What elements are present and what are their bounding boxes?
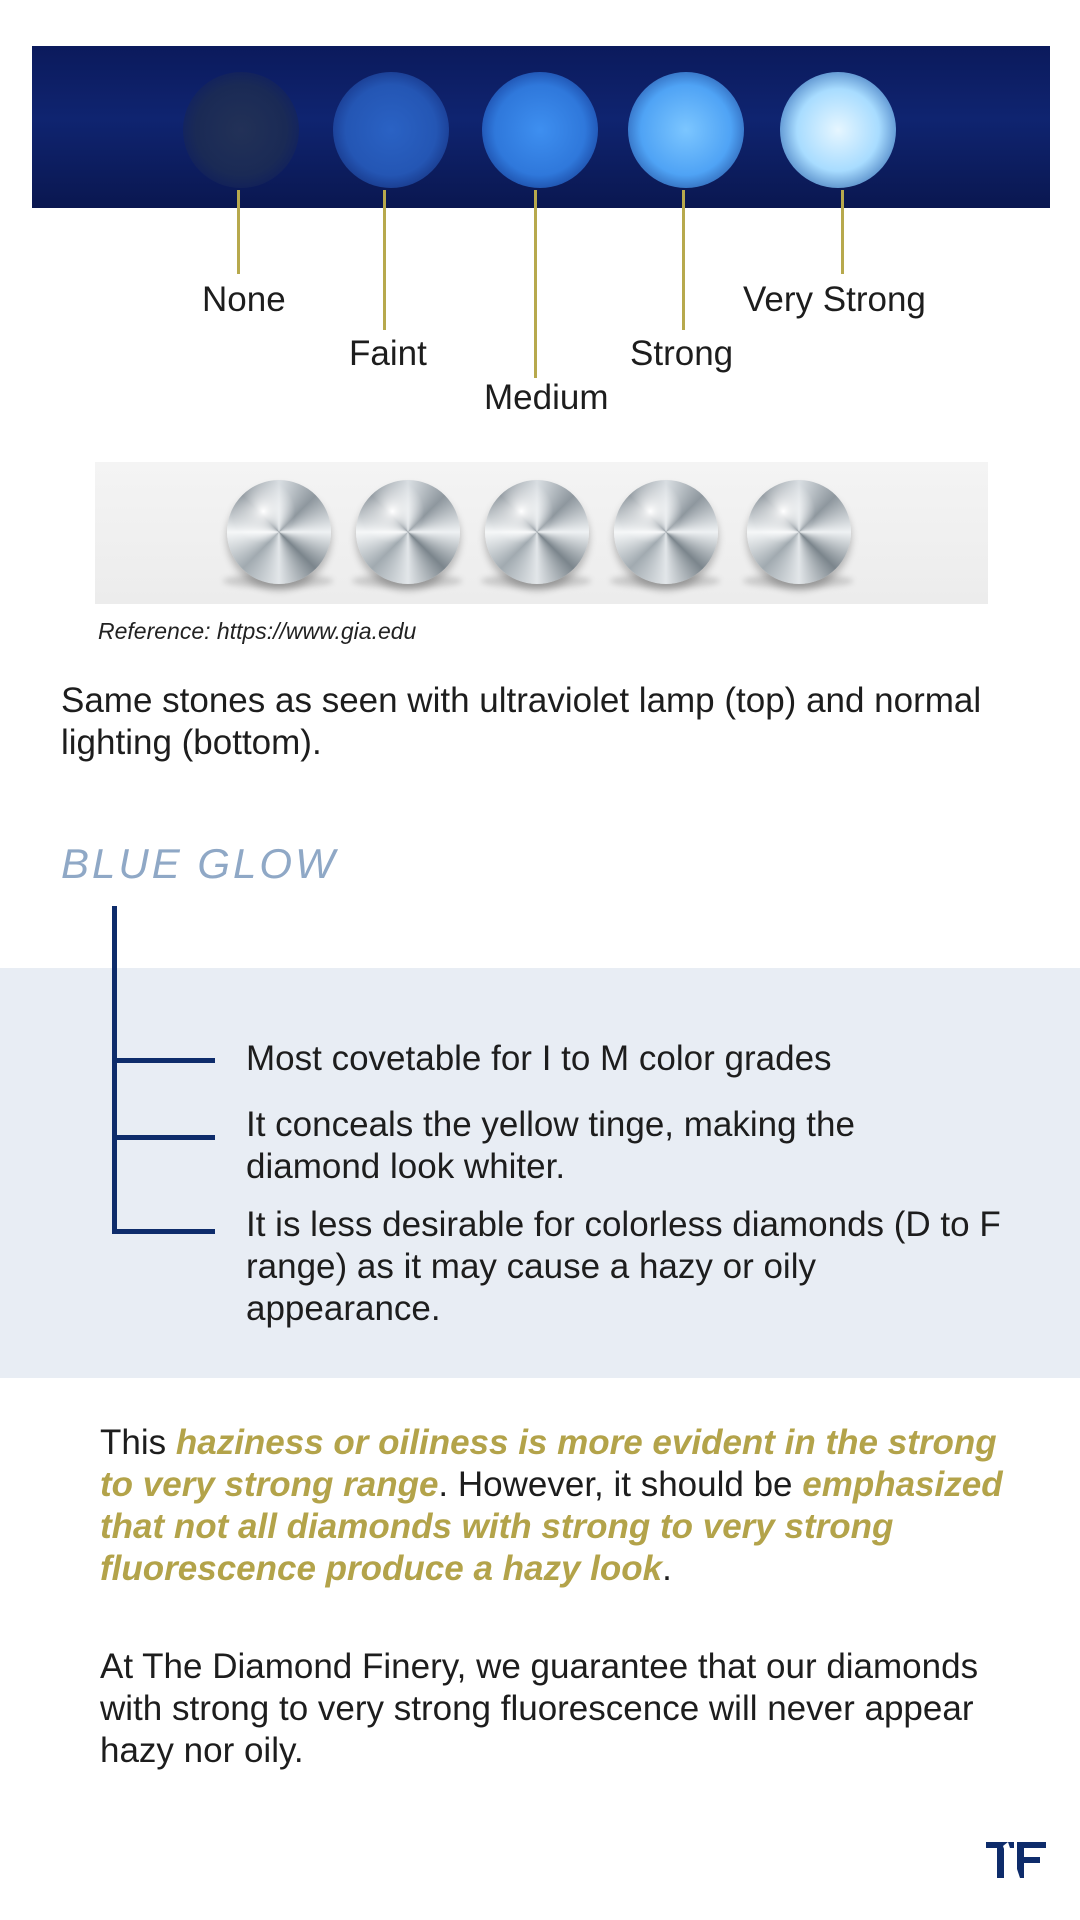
diamond-2 <box>356 480 460 584</box>
bullet-item-3: It is less desirable for colorless diamonds (D to F range) as it may cause a hazy or oily appearance. <box>246 1205 1001 1328</box>
uv-stone-faint <box>333 72 449 188</box>
branch-connector-2 <box>112 1135 215 1140</box>
leader-line-medium <box>534 190 537 378</box>
diamond-3 <box>485 480 589 584</box>
leader-line-strong <box>682 190 685 330</box>
paragraph-text: This <box>100 1423 176 1462</box>
paragraph-text: . However, it should be <box>438 1465 803 1504</box>
uv-fluorescence-image <box>32 46 1050 208</box>
paragraph-haziness <box>100 1422 1020 1590</box>
uv-stone-medium <box>482 72 598 188</box>
grade-label-none: None <box>202 280 286 319</box>
diamond-4 <box>614 480 718 584</box>
paragraph-text: . <box>662 1549 672 1588</box>
leader-line-faint <box>383 190 386 330</box>
leader-line-none <box>237 190 240 274</box>
branch-connector-1 <box>112 1058 215 1063</box>
section-title: BLUE GLOW <box>61 840 338 887</box>
branch-vertical-line <box>112 906 117 1234</box>
leader-line-very-strong <box>841 190 844 274</box>
branch-connector-3 <box>112 1229 215 1234</box>
bullet-item-1: Most covetable for I to M color grades <box>246 1039 832 1078</box>
grade-label-strong: Strong <box>630 334 734 373</box>
bullet-item-2: It conceals the yellow tinge, making the diamond look whiter. <box>246 1105 855 1186</box>
grade-label-faint: Faint <box>349 334 427 373</box>
paragraph-guarantee: At The Diamond Finery, we guarantee that our diamonds with strong to very strong fluorescence will never appear hazy nor oily. <box>100 1647 979 1770</box>
grade-label-very-strong: Very Strong <box>743 280 926 319</box>
uv-stone-strong <box>628 72 744 188</box>
highlight-text: emphasized that not all diamonds with strong to very strong fluorescence produce a hazy look <box>100 1465 1003 1588</box>
uv-stone-very-strong <box>780 72 896 188</box>
highlight-text: haziness or oiliness is more evident in the strong to very strong range <box>100 1423 997 1504</box>
grade-label-medium: Medium <box>484 378 609 417</box>
td-monogram-icon <box>984 1838 1050 1882</box>
diamond-1 <box>227 480 331 584</box>
reference-text: Reference: https://www.gia.edu <box>98 618 417 644</box>
diamond-5 <box>747 480 851 584</box>
normal-light-image <box>95 462 988 604</box>
image-caption: Same stones as seen with ultraviolet lamp (top) and normal lighting (bottom). <box>61 681 982 762</box>
uv-stone-none <box>183 72 299 188</box>
